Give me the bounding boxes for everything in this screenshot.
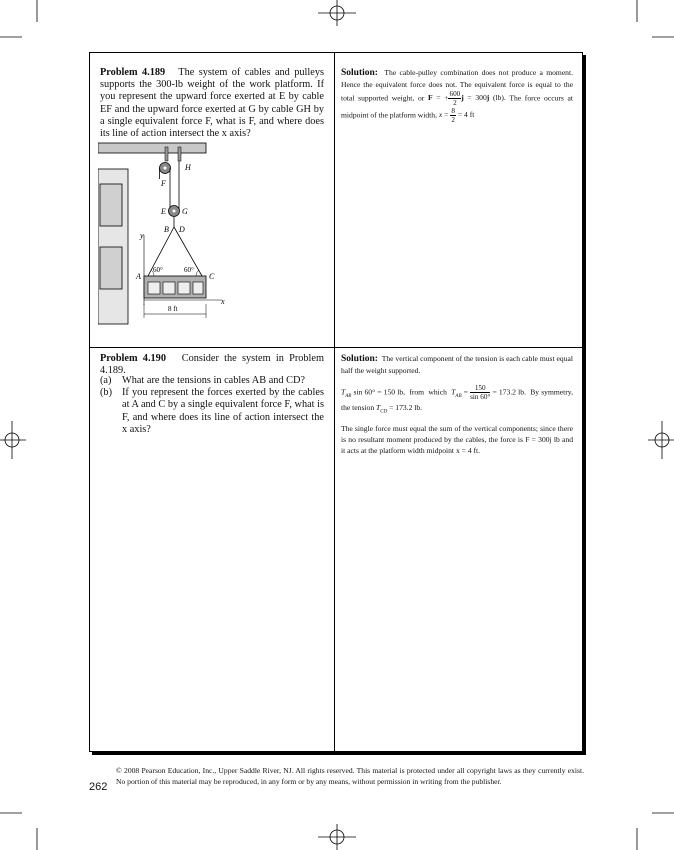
- width-dimension-label: 8 ft: [168, 305, 178, 313]
- label-y: y: [140, 231, 144, 240]
- label-B: B: [164, 225, 169, 234]
- row-divider: [90, 347, 582, 348]
- solution-190-eq: $T_{AB}$ sin 60° = 150 lb, from which $T_{AB}$ = $\frac{150}{\sin 60^\circ}$ = 173.2 lb. By symmetry, the tension $T_{CD} = 173.2$ lb.: [341, 384, 573, 415]
- part-a-text: What are the tensions in cables AB and CD?: [122, 375, 306, 386]
- list-item: [100, 375, 324, 387]
- problem-190-label: Problem 4.190: [100, 353, 166, 364]
- solution-189-text-a: The cable-pulley combination does not produce a moment. Hence the equivalent force does not. The equivalent force is equal to the total supported weight, or: [341, 68, 573, 103]
- solution-190-text-1: The vertical component of the tension is each cable must equal half the weight supported.: [341, 354, 573, 375]
- problem-189: [100, 67, 324, 140]
- solution-190: [341, 353, 573, 456]
- copyright-notice: © 2008 Pearson Education, Inc., Upper Saddle River, NJ. All rights reserved. This material is protected under all copyright laws as they currently exist. No portion of this material may be reproduced, in any form or by any means, without permission in writing from the publisher.: [116, 766, 584, 786]
- problem-190-parts: [100, 375, 324, 436]
- label-A: A: [136, 272, 141, 281]
- list-item: [100, 387, 324, 436]
- problem-190: [100, 353, 324, 377]
- angle-right-label: 60°: [184, 266, 194, 274]
- part-b-text: If you represent the forces exerted by the cables at A and C by a single equivalent force F, what is F, and where does its line of action intersect the x axis?: [122, 387, 324, 435]
- solution-189-text-b: The force occurs at midpoint of the platform width,: [341, 93, 573, 120]
- label-F: F: [161, 179, 166, 188]
- label-C: C: [209, 272, 215, 281]
- solution-190-label: Solution:: [341, 354, 378, 364]
- label-x: x: [221, 297, 225, 306]
- solution-190-text-3: The single force must equal the sum of the vertical components; since there is no resultant moment produced by the cables, the force is F = 300j lb and it acts at the platform width midpoint x = 4 ft.: [341, 424, 573, 456]
- page-number: 262: [89, 781, 108, 793]
- label-E: E: [161, 207, 166, 216]
- label-H: H: [185, 163, 191, 172]
- problem-189-text: The system of cables and pulleys supports the 300-lb weight of the work platform. If you represent the upward force exerted at E by cable EF and the upward force exerted at G by cable GH by a single equivalent force F, what is F, and where does its line of action intersect the x axis?: [100, 67, 324, 140]
- part-b-label: (b): [100, 387, 113, 399]
- part-a-label: (a): [100, 375, 112, 386]
- label-D: D: [179, 225, 185, 234]
- page-frame: [89, 52, 583, 752]
- column-divider-bottom: [334, 347, 335, 751]
- pulley-figure: [98, 139, 228, 329]
- label-G: G: [182, 207, 188, 216]
- solution-189: [341, 67, 573, 124]
- solution-189-eq-force: F = + $\frac{600}{2}$ j = 300j (lb).: [427, 90, 510, 107]
- angle-left-label: 60°: [153, 266, 163, 274]
- solution-190-p1: [341, 353, 573, 376]
- problem-189-label: Problem 4.189: [100, 67, 166, 78]
- column-divider-top: [334, 53, 335, 347]
- solution-189-label: Solution:: [341, 68, 378, 78]
- solution-189-eq-x: x = $\frac{8}{2}$ = 4 ft: [438, 107, 475, 124]
- problem-190-text: Consider the system in Problem 4.189.: [100, 353, 324, 377]
